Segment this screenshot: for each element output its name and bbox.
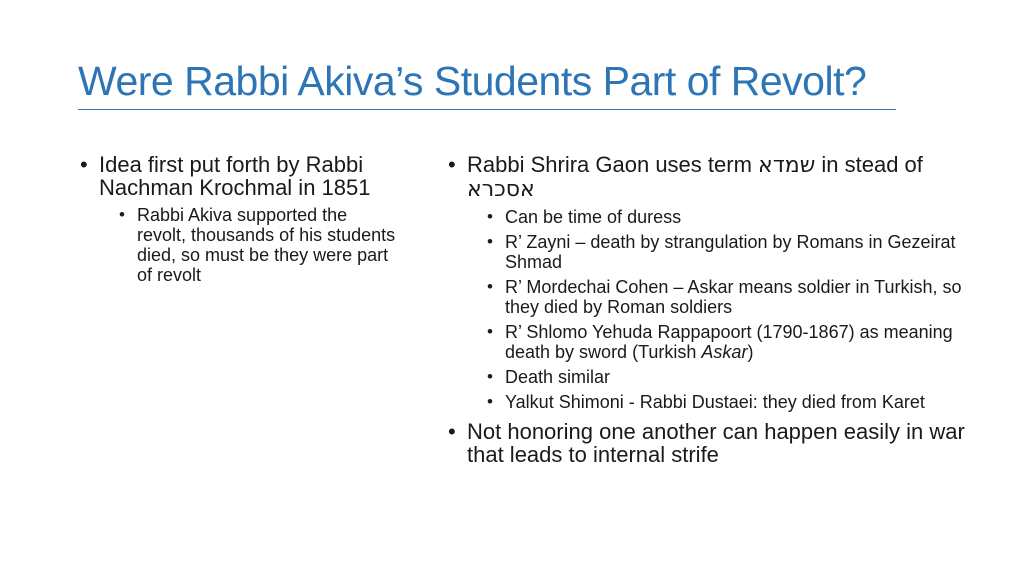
right-sub-item-1 [487, 207, 966, 227]
left-bullet-list [78, 153, 398, 285]
right-bullet-text-1b: in stead of [815, 152, 923, 177]
right-sub-item-5 [487, 367, 966, 387]
right-bullet-list [446, 153, 966, 466]
left-sub-item-1 [119, 205, 398, 285]
right-sub-text-5: Death similar [505, 367, 611, 387]
bullet-icon: • [448, 419, 456, 444]
left-bullet-item-1 [78, 153, 398, 285]
right-sub-text-2: R’ Zayni – death by strangulation by Romans in Gezeirat Shmad [505, 232, 956, 272]
right-sub-item-3 [487, 277, 966, 317]
slide-title: Were Rabbi Akiva’s Students Part of Revolt? [78, 58, 867, 104]
right-sub-text-4b: ) [747, 342, 754, 362]
bullet-icon: • [487, 277, 493, 296]
right-sub-item-6 [487, 392, 966, 412]
left-sub-list [99, 205, 398, 285]
right-sub-text-1: Can be time of duress [505, 207, 682, 227]
hebrew-term-askara: אסכרא [467, 177, 535, 202]
right-sub-item-4 [487, 322, 966, 362]
right-sub-text-6: Yalkut Shimoni - Rabbi Dustaei: they died from Karet [505, 392, 925, 412]
bullet-icon: • [487, 207, 493, 226]
bullet-icon: • [487, 232, 493, 251]
right-sub-text-4a: R’ Shlomo Yehuda Rappapoort (1790-1867) as meaning death by sword (Turkish [505, 322, 953, 362]
bullet-icon: • [487, 392, 493, 411]
left-sub-text-1: Rabbi Akiva supported the revolt, thousands of his students died, so must be they were part of revolt [137, 205, 396, 285]
bullet-icon: • [448, 152, 456, 177]
left-column [78, 153, 398, 291]
bullet-icon: • [80, 152, 88, 177]
right-sub-text-4-emphasis: Askar [701, 342, 748, 362]
right-bullet-item-1 [446, 153, 966, 412]
bullet-icon: • [487, 322, 493, 341]
right-bullet-item-2 [446, 420, 966, 466]
right-sub-item-2 [487, 232, 966, 272]
hebrew-term-shmada: שמדא [758, 153, 816, 178]
right-sub-list [467, 207, 966, 412]
bullet-icon: • [119, 205, 125, 224]
title-underline [78, 109, 896, 110]
left-bullet-text-1: Idea first put forth by Rabbi Nachman Krochmal in 1851 [99, 152, 371, 200]
right-column [446, 153, 966, 474]
right-bullet-text-1a: Rabbi Shrira Gaon uses term [467, 152, 759, 177]
right-sub-text-3: R’ Mordechai Cohen – Askar means soldier in Turkish, so they died by Roman soldiers [505, 277, 962, 317]
bullet-icon: • [487, 367, 493, 386]
right-bullet-text-2: Not honoring one another can happen easily in war that leads to internal strife [467, 419, 965, 467]
